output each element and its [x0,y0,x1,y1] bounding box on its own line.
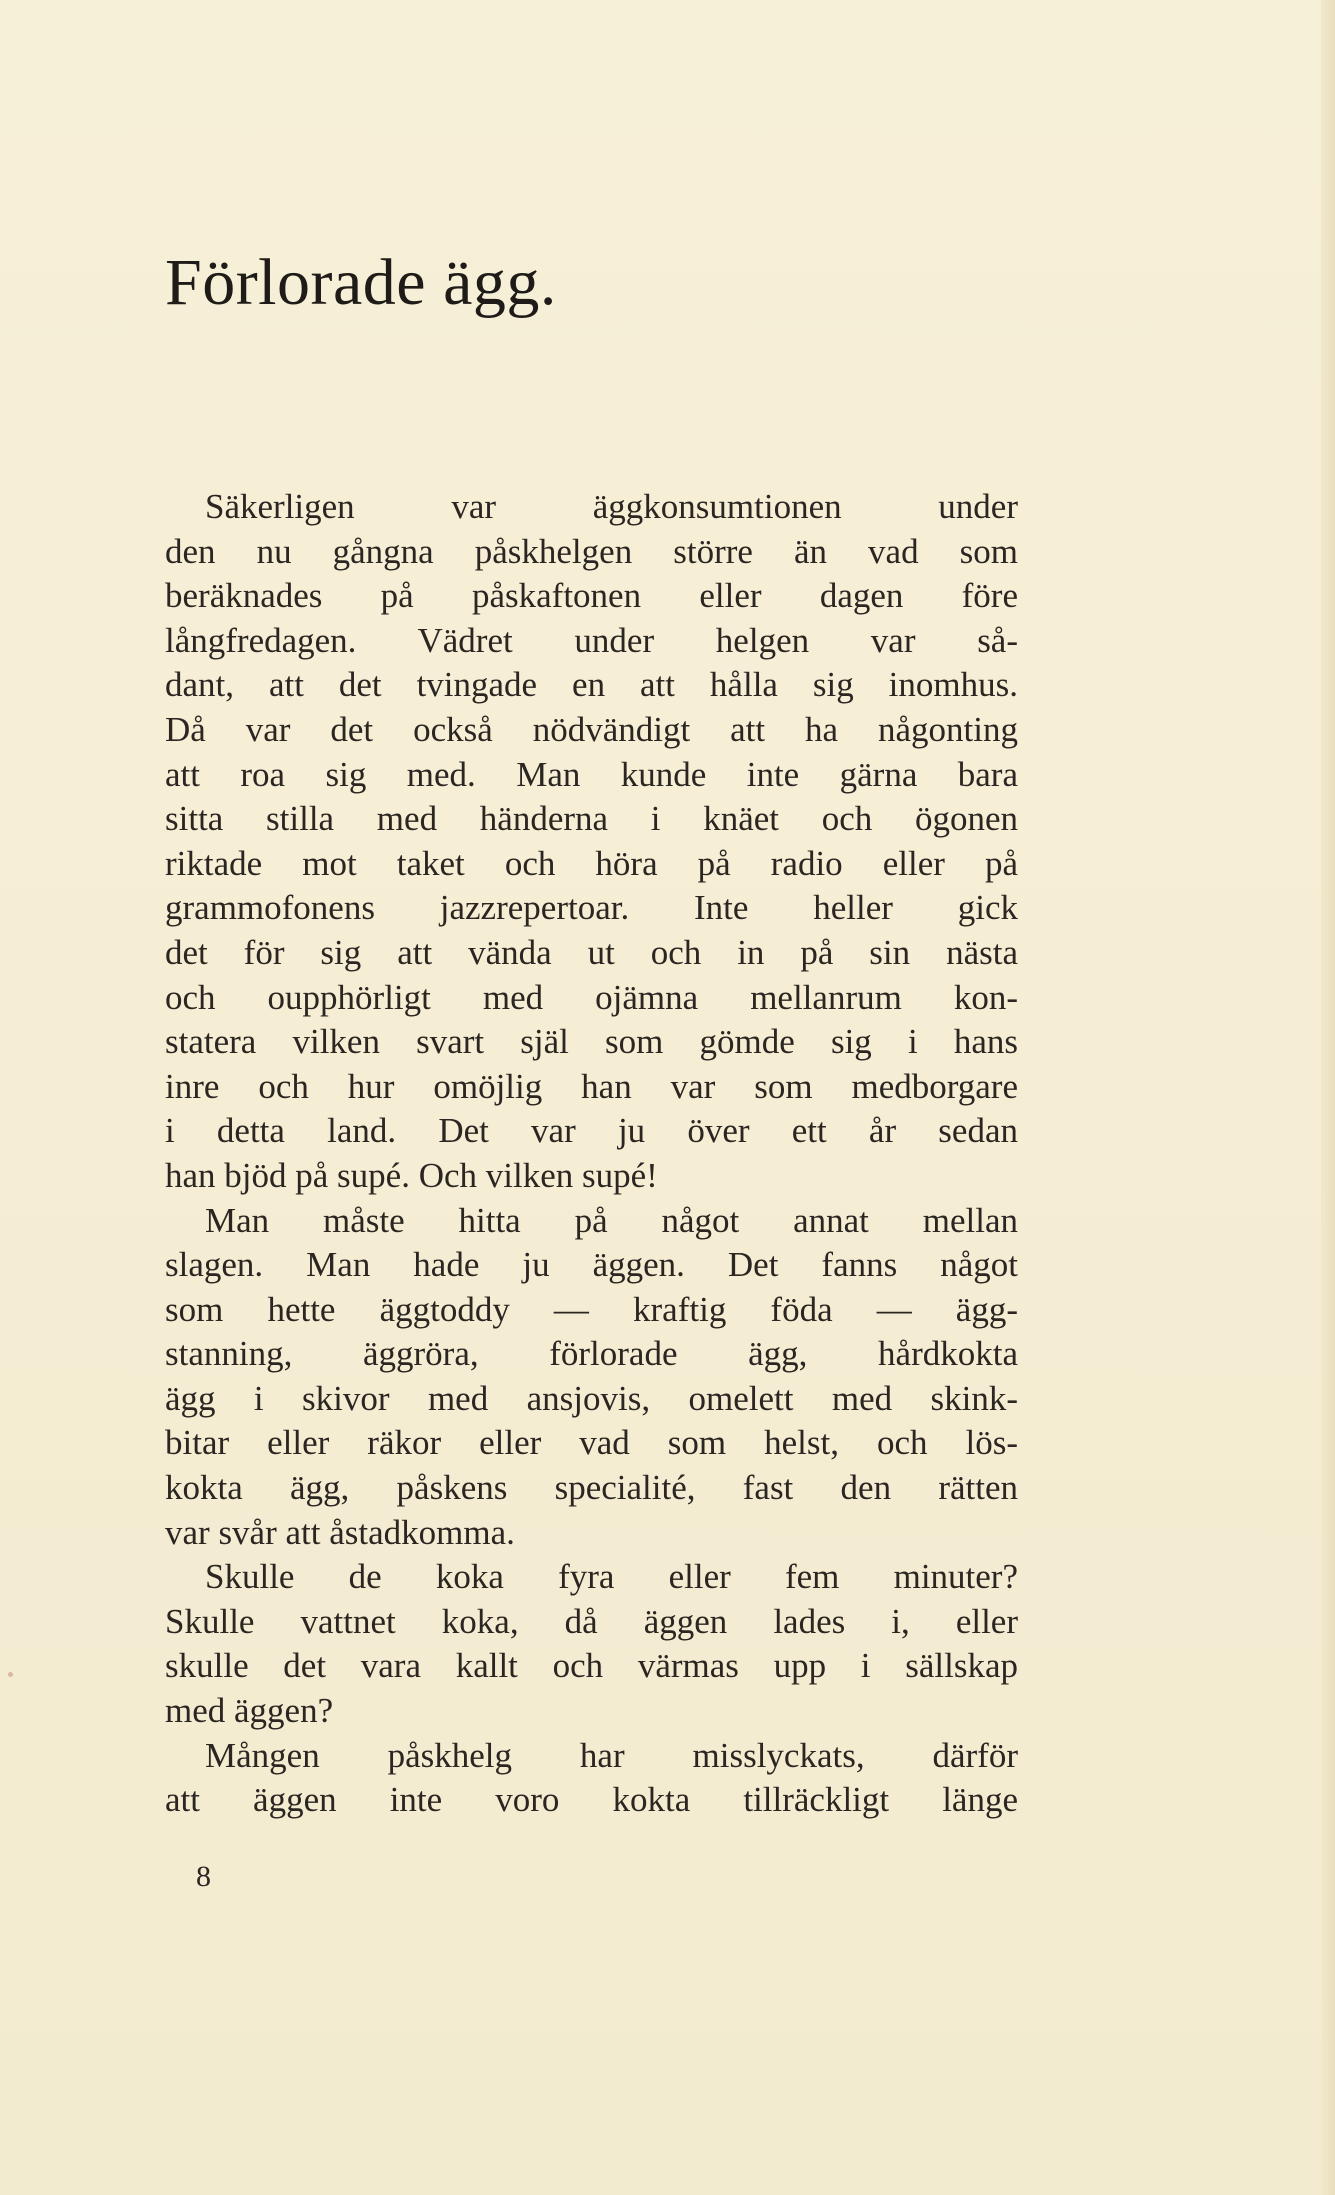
text-line: och oupphörligt med ojämna mellanrum kon- [165,977,1018,1017]
text-line: kokta ägg, påskens specialité, fast den rätten [165,1468,1018,1508]
text-line: dant, att det tvingade en att hålla sig inomhus. [165,665,1018,705]
chapter-title: Förlorade ägg. [165,246,557,319]
text-line: Då var det också nödvändigt att ha någonting [165,709,1018,749]
text-line: beräknades på påskaftonen eller dagen före [165,576,1018,616]
text-line: skulle det vara kallt och värmas upp i sällskap [165,1646,1018,1686]
text-line: ägg i skivor med ansjovis, omelett med skink- [165,1378,1018,1418]
page-number: 8 [196,1860,211,1893]
text-line: långfredagen. Vädret under helgen var så- [165,620,1018,660]
text-line: var svår att åstadkomma. [165,1512,515,1552]
text-line: den nu gångna påskhelgen större än vad som [165,531,1018,571]
text-line: att roa sig med. Man kunde inte gärna bara [165,754,1018,794]
text-line: riktade mot taket och höra på radio eller på [165,843,1018,883]
text-line: att äggen inte voro kokta tillräckligt länge [165,1780,1018,1820]
text-line: Man måste hitta på något annat mellan [205,1200,1018,1240]
text-line: sitta stilla med händerna i knäet och ögonen [165,799,1018,839]
text-line: Säkerligen var äggkonsumtionen under [205,487,1018,526]
text-line: bitar eller räkor eller vad som helst, och lös- [165,1423,1018,1463]
paper-speck [8,1672,13,1677]
text-line: inre och hur omöjlig han var som medborgare [165,1066,1018,1106]
text-line: Skulle de koka fyra eller fem minuter? [205,1557,1018,1597]
text-line: som hette äggtoddy — kraftig föda — ägg- [165,1289,1018,1329]
body-text [165,485,1018,1823]
text-line: grammofonens jazzrepertoar. Inte heller gick [165,888,1018,928]
text-line: med äggen? [165,1691,334,1731]
text-line: statera vilken svart själ som gömde sig i hans [165,1022,1018,1062]
text-line: slagen. Man hade ju äggen. Det fanns något [165,1245,1018,1285]
text-line: Mången påskhelg har misslyckats, därför [205,1735,1018,1775]
page-edge [1321,0,1335,2195]
text-line: i detta land. Det var ju över ett år sedan [165,1111,1018,1151]
text-line: Skulle vattnet koka, då äggen lades i, eller [165,1601,1018,1641]
text-line: stanning, äggröra, förlorade ägg, hårdkokta [165,1334,1018,1374]
text-line: han bjöd på supé. Och vilken supé! [165,1155,658,1195]
text-line: det för sig att vända ut och in på sin nästa [165,932,1018,972]
